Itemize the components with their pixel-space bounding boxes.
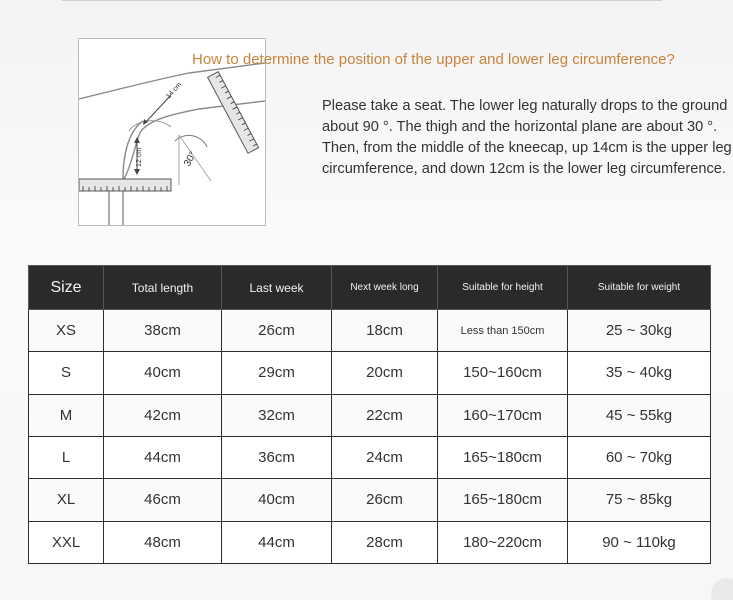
table-row <box>29 436 711 478</box>
header-suitable-height: Suitable for height <box>438 266 568 310</box>
next-week-cell: 24cm <box>332 436 438 478</box>
height-cell: 165~180cm <box>438 479 568 521</box>
total-length-cell: 44cm <box>104 436 222 478</box>
next-week-cell: 22cm <box>332 394 438 436</box>
total-length-cell: 48cm <box>104 521 222 563</box>
table-row <box>29 310 711 352</box>
size-cell: M <box>29 394 104 436</box>
header-last-week: Last week <box>222 266 332 310</box>
next-week-cell: 20cm <box>332 352 438 394</box>
next-week-cell: 28cm <box>332 521 438 563</box>
total-length-cell: 38cm <box>104 310 222 352</box>
total-length-cell: 42cm <box>104 394 222 436</box>
weight-cell: 45 ~ 55kg <box>568 394 711 436</box>
size-cell: XS <box>29 310 104 352</box>
height-cell: Less than 150cm <box>438 310 568 352</box>
header-suitable-weight: Suitable for weight <box>568 266 711 310</box>
lower-measure-label: 12 cm <box>136 147 143 167</box>
angle-label: 30° <box>182 149 200 169</box>
header-total-length: Total length <box>104 266 222 310</box>
top-divider <box>62 0 662 1</box>
last-week-cell: 26cm <box>222 310 332 352</box>
weight-cell: 35 ~ 40kg <box>568 352 711 394</box>
watermark-logo-icon <box>697 564 733 600</box>
size-cell: XL <box>29 479 104 521</box>
upper-measure-label: 14 cm <box>165 81 184 101</box>
height-cell: 160~170cm <box>438 394 568 436</box>
table-row <box>29 521 711 563</box>
size-cell: L <box>29 436 104 478</box>
weight-cell: 60 ~ 70kg <box>568 436 711 478</box>
table-header-row <box>29 266 711 310</box>
next-week-cell: 18cm <box>332 310 438 352</box>
total-length-cell: 40cm <box>104 352 222 394</box>
table-row <box>29 352 711 394</box>
size-cell: XXL <box>29 521 104 563</box>
weight-cell: 75 ~ 85kg <box>568 479 711 521</box>
next-week-cell: 26cm <box>332 479 438 521</box>
last-week-cell: 32cm <box>222 394 332 436</box>
height-cell: 165~180cm <box>438 436 568 478</box>
table-row <box>29 479 711 521</box>
weight-cell: 90 ~ 110kg <box>568 521 711 563</box>
measurement-heading: How to determine the position of the upper and lower leg circumference? <box>192 51 675 68</box>
height-cell: 150~160cm <box>438 352 568 394</box>
total-length-cell: 46cm <box>104 479 222 521</box>
last-week-cell: 36cm <box>222 436 332 478</box>
last-week-cell: 29cm <box>222 352 332 394</box>
header-next-week-long: Next week long <box>332 266 438 310</box>
size-cell: S <box>29 352 104 394</box>
size-chart-table <box>28 265 711 564</box>
header-size: Size <box>29 266 104 310</box>
height-cell: 180~220cm <box>438 521 568 563</box>
last-week-cell: 44cm <box>222 521 332 563</box>
weight-cell: 25 ~ 30kg <box>568 310 711 352</box>
measurement-description: Please take a seat. The lower leg naturally drops to the ground about 90 °. The thigh and the horizontal plane are about 30 °. Then, from the middle of the kneecap, up 14cm is the upper leg circumference, and down 12cm is the lower leg circumference. <box>322 98 732 177</box>
last-week-cell: 40cm <box>222 479 332 521</box>
table-row <box>29 394 711 436</box>
